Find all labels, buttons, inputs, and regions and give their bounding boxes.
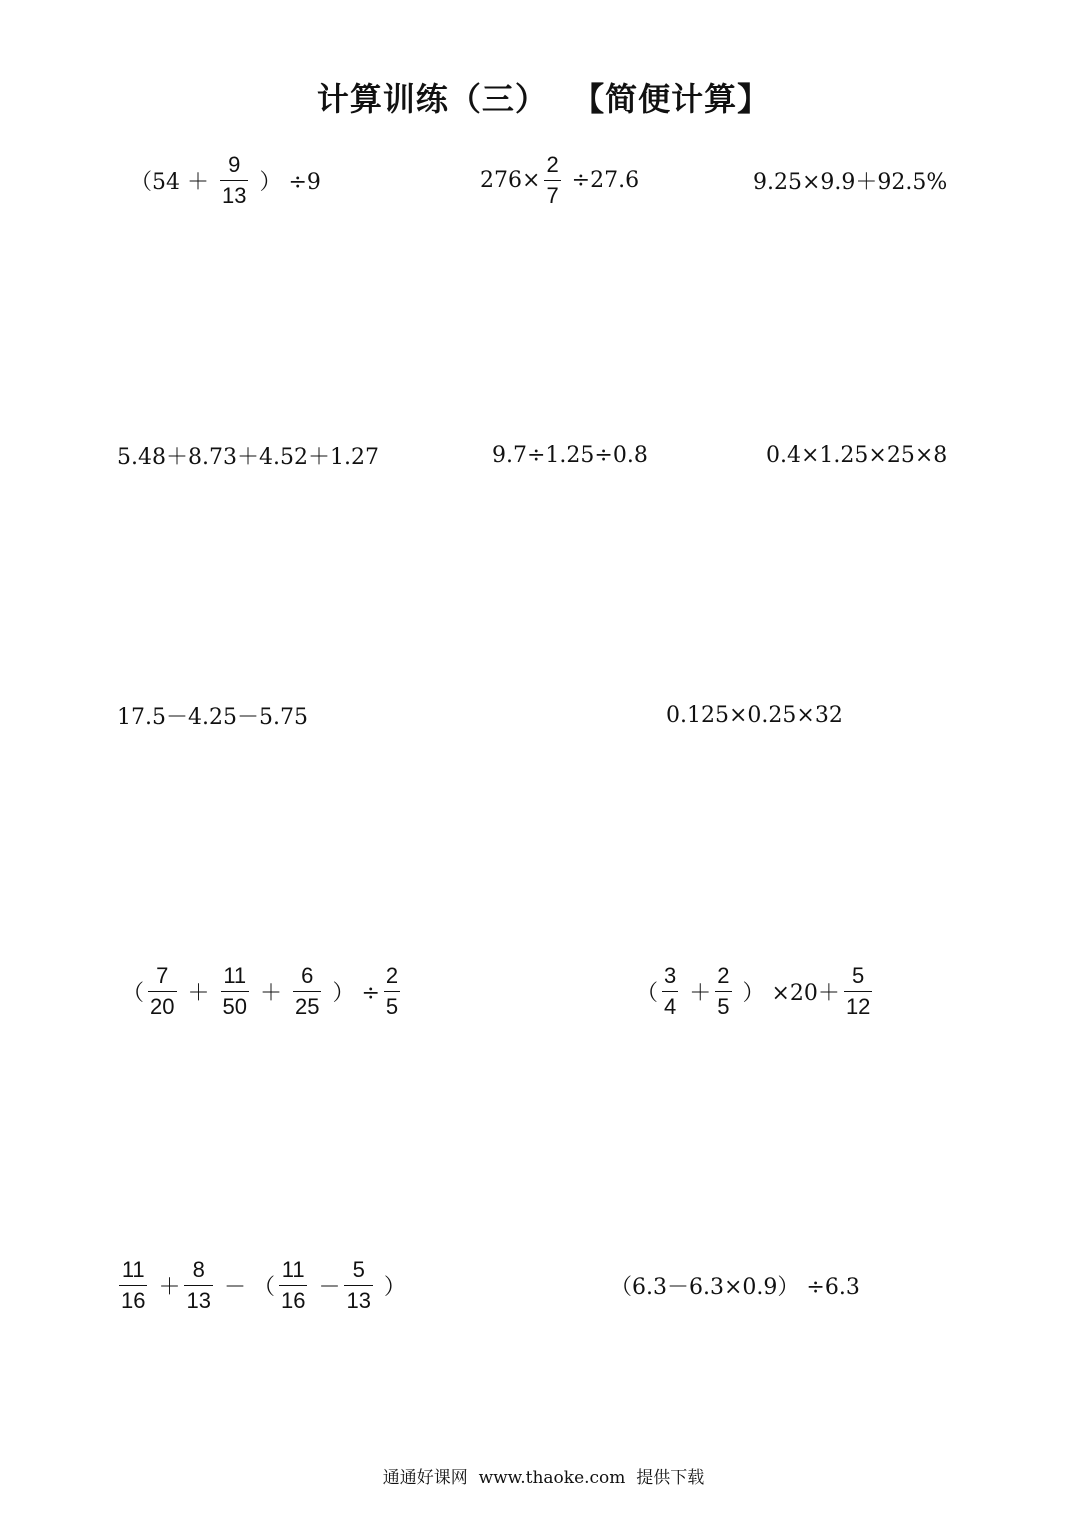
fraction <box>119 1257 147 1314</box>
problem-text: ＋ <box>252 980 289 1006</box>
problem-text: ＋ <box>151 1274 181 1300</box>
problem-text: （6.3－6.3×0.9） ÷6.3 <box>610 1274 860 1300</box>
fraction <box>279 1257 307 1314</box>
problem-9 <box>122 956 404 1026</box>
fraction <box>184 1257 212 1314</box>
problem-text: 0.125×0.25×32 <box>666 702 843 728</box>
fraction <box>221 963 249 1020</box>
numerator: 9 <box>228 151 241 177</box>
denominator: 16 <box>279 1285 307 1314</box>
numerator: 2 <box>385 962 399 988</box>
problem-10 <box>636 956 876 1026</box>
problem-text: （ <box>636 980 659 1006</box>
problem-text: 9.25×9.9＋92.5% <box>753 169 948 195</box>
denominator: 7 <box>544 180 560 209</box>
numerator: 11 <box>281 1256 305 1282</box>
problem-1 <box>130 145 321 215</box>
problem-text: ） ÷ <box>325 980 380 1006</box>
problem-text: 5.48＋8.73＋4.52＋1.27 <box>117 444 379 470</box>
problem-text: ） ÷9 <box>252 169 321 195</box>
problem-text: － （ <box>216 1274 275 1300</box>
problem-text: － <box>311 1274 341 1300</box>
numerator: 2 <box>546 151 559 177</box>
denominator: 5 <box>384 991 400 1020</box>
denominator: 13 <box>344 1285 372 1314</box>
numerator: 3 <box>664 962 677 988</box>
problem-text: ） ×20＋ <box>735 980 840 1006</box>
fraction <box>220 152 248 209</box>
problem-7 <box>117 680 308 750</box>
problem-text: 276× <box>480 167 541 193</box>
denominator: 4 <box>662 991 678 1020</box>
problem-8 <box>666 680 843 750</box>
numerator: 5 <box>352 1256 365 1282</box>
numerator: 6 <box>301 962 314 988</box>
denominator: 20 <box>148 991 176 1020</box>
problem-text: （54 ＋ <box>130 169 216 195</box>
problem-2 <box>480 145 639 215</box>
problem-text: （ <box>122 980 145 1006</box>
numerator: 8 <box>192 1256 205 1282</box>
problem-text: ＋ <box>682 980 712 1006</box>
problem-text: 0.4×1.25×25×8 <box>766 442 948 468</box>
fraction <box>715 963 731 1020</box>
page-title: 计算训练（三） 【简便计算】 <box>316 80 771 118</box>
problem-text: ） <box>376 1274 406 1300</box>
fraction <box>844 963 872 1020</box>
problem-text: ＋ <box>180 980 217 1006</box>
problem-6 <box>766 420 947 490</box>
problem-text: ÷27.6 <box>564 167 640 193</box>
fraction <box>384 963 400 1020</box>
fraction <box>344 1257 372 1314</box>
problem-12 <box>610 1250 860 1320</box>
footer: 通通好课网 www.thaoke.com 提供下载 <box>382 1468 705 1488</box>
fraction <box>662 963 678 1020</box>
problem-text: 9.7÷1.25÷0.8 <box>492 442 648 468</box>
numerator: 5 <box>852 962 865 988</box>
denominator: 12 <box>844 991 872 1020</box>
numerator: 7 <box>156 962 169 988</box>
denominator: 13 <box>184 1285 212 1314</box>
denominator: 16 <box>119 1285 147 1314</box>
denominator: 13 <box>220 180 248 209</box>
problem-5 <box>492 420 648 490</box>
fraction <box>293 963 321 1020</box>
problem-11 <box>115 1250 406 1320</box>
denominator: 50 <box>221 991 249 1020</box>
numerator: 11 <box>223 962 247 988</box>
problem-4 <box>117 420 379 490</box>
problem-3 <box>753 145 947 215</box>
numerator: 2 <box>717 962 730 988</box>
fraction <box>544 152 560 209</box>
denominator: 5 <box>715 991 731 1020</box>
problem-text: 17.5－4.25－5.75 <box>117 704 308 730</box>
fraction <box>148 963 176 1020</box>
numerator: 11 <box>121 1256 145 1282</box>
denominator: 25 <box>293 991 321 1020</box>
